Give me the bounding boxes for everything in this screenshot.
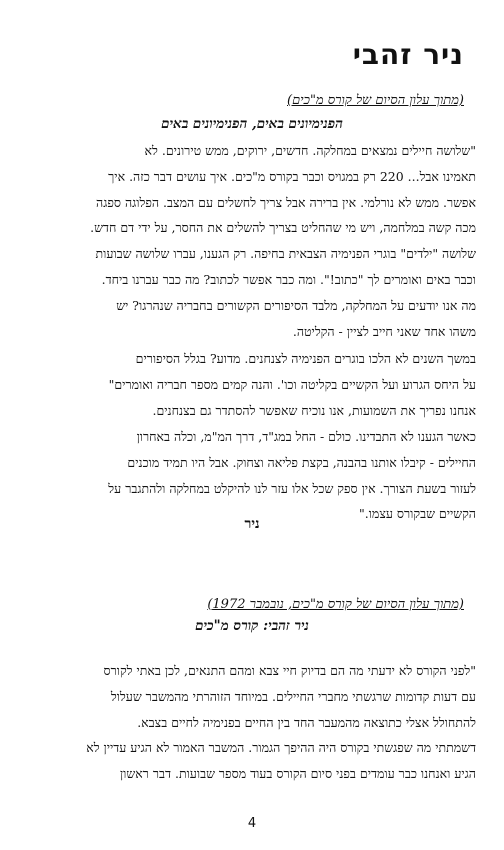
section1-signature: ניר: [244, 516, 260, 532]
section1-paragraph-2: במשך השנים לא הלכו בוגרים הפנימיה לצנחנים. מדוע? בגלל הסיפורים על היחס הגרוע ועל הקשיים בקליטה וכו'. והנה קמים מספר חבריה ואומרים" אנחנו נפריך את השמועות, אנו נוכיח שאפשר להסתדר גם בצנחנים.: [108, 351, 476, 418]
page-title: ניר זהבי: [352, 38, 464, 71]
section2-source: (מתוך עלון הסיום של קורס מ"כים, נובמבר 1972): [207, 597, 464, 612]
page-number: 4: [247, 816, 257, 831]
section2-subtitle: ניר זהבי: קורס מ"כים: [195, 618, 309, 634]
section1-subtitle: הפנימיונים באים, הפנימיונים באים: [161, 116, 343, 132]
section2-paragraph-1: "לפני הקורס לא ידעתי מה הם בדיוק חיי צבא ומהם התנאים, לכן באתי לקורס עם דעות קדומות שרגשתי מחברי החיילים. במיוחד הזוהרתי מהמשבר שעלול להתחולל אצלי כתוצאה מהמעבר החד בין החיים בפנימיה לחיים בצבא. דשמתתי מה שפגשתי בקורס היה ההיפך הגמור. המשבר האמור לא הגיע עדיין לא הגיע ואנחנו כבר עומדים בפני סיום הקורס בעוד מספר שבועות. דבר ראשון: [86, 663, 476, 782]
section1-paragraph-3: כאשר הגענו לא התבדינו. כולם - החל במג"ד, דרך המ"מ, וכלה באחרון החיילים - קיבלו אותנו בהבנה, בקצת פליאה וצחוק. אבל היו תמיד מוכנים לעזור בשעת הצורך. אין ספק שכל אלו עזר לנו להיקלט במחלקה ולהתגבר על הקשיים שבקורס עצמו.": [108, 429, 476, 522]
section1-paragraph-1: "שלושה חיילים נמצאים במחלקה. חדשים, ירוקים, ממש טירונים. לא תאמינו אבל... 220 רק במגויס וכבר בקורס מ"כים. איך עושים דבר כזה. איך אפשר. ממש לא נורלמי. אין ברירה אבל צריך לחשלים עם המצב. הפלוגה ספגה מכה קשה במלחמה, ויש מי שהחליט בצריך להשלים את החסר, על ידי דם חדש. שלושה "ילדים" בוגרי הפנימיה הצבאית בחיפה. רק הגענו, עברו שלושה שבועות וכבר באים ואומרים לך "כתוב!". ומה כבר אפשר לכתוב? מה כבר עברנו ביחד. מה אנו יודעים על המחלקה, מלבד הסיפורים הקשורים בחבריה שנהרגו? יש משהו אחד שאני חייב לציין - הקליטה.: [90, 143, 476, 339]
section1-source: (מתוך עלון הסיום של קורס מ"כים): [287, 93, 464, 108]
